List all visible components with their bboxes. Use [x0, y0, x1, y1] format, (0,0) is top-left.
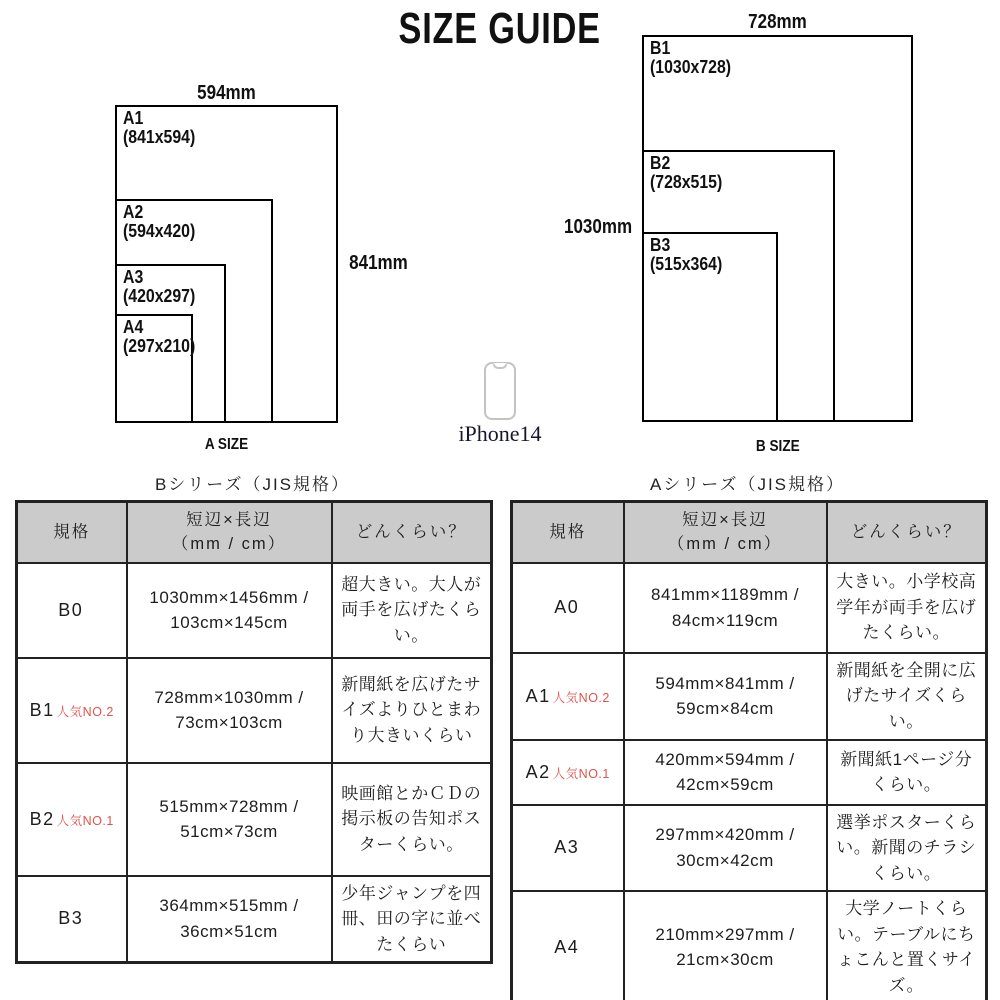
- rect-b2-label: B2 (728x515): [650, 153, 723, 193]
- cell-about-a0: 大きい。小学校高学年が両手を広げたくらい。: [827, 563, 987, 653]
- table-row-b3: [17, 876, 492, 963]
- cell-about-a2: 新聞紙1ページ分くらい。: [827, 740, 987, 805]
- cell-about-b3: 少年ジャンプを四冊、田の字に並べたくらい: [332, 876, 492, 963]
- b-size-caption: B SIZE: [755, 438, 800, 455]
- a-width-label: 594mm: [197, 82, 256, 104]
- table-row-b2: [17, 763, 492, 876]
- cell-size-a1: 594mm×841mm / 59cm×84cm: [624, 653, 827, 740]
- table-a-title: Aシリーズ（JIS規格）: [649, 475, 846, 494]
- rect-b3: [642, 232, 778, 422]
- cell-spec-b2: B2 人気NO.1: [17, 763, 127, 876]
- table-row-a0: [512, 563, 987, 653]
- cell-spec-b0: B0: [17, 563, 127, 658]
- rect-a4-label: A4 (297x210): [123, 317, 196, 357]
- popularity-badge: 人気NO.1: [56, 813, 114, 828]
- cell-spec-b1: B1 人気NO.2: [17, 658, 127, 763]
- cell-about-a1: 新聞紙を全開に広げたサイズくらい。: [827, 653, 987, 740]
- b-width-label: 728mm: [748, 11, 807, 33]
- table-a-series: [510, 470, 985, 1000]
- header-spec: 規格: [17, 502, 127, 563]
- table-a-header-row: [512, 502, 987, 563]
- rect-a3-label: A3 (420x297): [123, 267, 196, 307]
- table-row-a3: [512, 805, 987, 892]
- iphone-notch-icon: [493, 363, 507, 369]
- cell-about-b0: 超大きい。大人が両手を広げたくらい。: [332, 563, 492, 658]
- table-b-series: [15, 470, 490, 964]
- a-size-caption: A SIZE: [204, 436, 249, 453]
- rect-b3-label: B3 (515x364): [650, 235, 723, 275]
- cell-about-a4: 大学ノートくらい。テーブルにちょこんと置くサイズ。: [827, 891, 987, 1000]
- cell-size-b3: 364mm×515mm / 36cm×51cm: [127, 876, 332, 963]
- rect-b1-label: B1 (1030x728): [650, 38, 732, 78]
- popularity-badge: 人気NO.2: [552, 690, 610, 705]
- cell-spec-a0: A0: [512, 563, 624, 653]
- cell-spec-a1: A1 人気NO.2: [512, 653, 624, 740]
- table-a: [510, 500, 988, 1000]
- table-row-b1: [17, 658, 492, 763]
- cell-size-a3: 297mm×420mm / 30cm×42cm: [624, 805, 827, 892]
- rect-a2-label: A2 (594x420): [123, 202, 196, 242]
- rect-a1-label: A1 (841x594): [123, 108, 196, 148]
- popularity-badge: 人気NO.2: [56, 704, 114, 719]
- table-b: [15, 500, 493, 964]
- header-spec: 規格: [512, 502, 624, 563]
- cell-size-a4: 210mm×297mm / 21cm×30cm: [624, 891, 827, 1000]
- b-height-label: 1030mm: [563, 216, 632, 238]
- table-b-header-row: [17, 502, 492, 563]
- cell-spec-a4: A4: [512, 891, 624, 1000]
- cell-about-a3: 選挙ポスターくらい。新聞のチラシくらい。: [827, 805, 987, 892]
- table-row-a4: [512, 891, 987, 1000]
- popularity-badge: 人気NO.1: [552, 766, 610, 781]
- cell-about-b2: 映画館とかＣＤの掲示板の告知ポスターくらい。: [332, 763, 492, 876]
- header-about: どんくらい？: [332, 502, 492, 563]
- a-height-label: 841mm: [349, 252, 408, 274]
- cell-spec-a2: A2 人気NO.1: [512, 740, 624, 805]
- table-row-a1: [512, 653, 987, 740]
- header-size: 短辺×長辺 （mm / cm）: [624, 502, 827, 563]
- table-row-a2: [512, 740, 987, 805]
- iphone-icon: [484, 362, 516, 420]
- table-row-b0: [17, 563, 492, 658]
- header-about: どんくらい？: [827, 502, 987, 563]
- table-b-title: Bシリーズ（JIS規格）: [154, 475, 351, 494]
- cell-spec-a3: A3: [512, 805, 624, 892]
- cell-spec-b3: B3: [17, 876, 127, 963]
- cell-about-b1: 新聞紙を広げたサイズよりひとまわり大きいくらい: [332, 658, 492, 763]
- cell-size-a2: 420mm×594mm / 42cm×59cm: [624, 740, 827, 805]
- header-size: 短辺×長辺 （mm / cm）: [127, 502, 332, 563]
- page-title-text: SIZE GUIDE: [398, 4, 602, 53]
- cell-size-b1: 728mm×1030mm / 73cm×103cm: [127, 658, 332, 763]
- rect-a4: [115, 314, 196, 423]
- cell-size-b2: 515mm×728mm / 51cm×73cm: [127, 763, 332, 876]
- cell-size-a0: 841mm×1189mm / 84cm×119cm: [624, 563, 827, 653]
- iphone-label: iPhone14: [458, 421, 542, 446]
- cell-size-b0: 1030mm×1456mm / 103cm×145cm: [127, 563, 332, 658]
